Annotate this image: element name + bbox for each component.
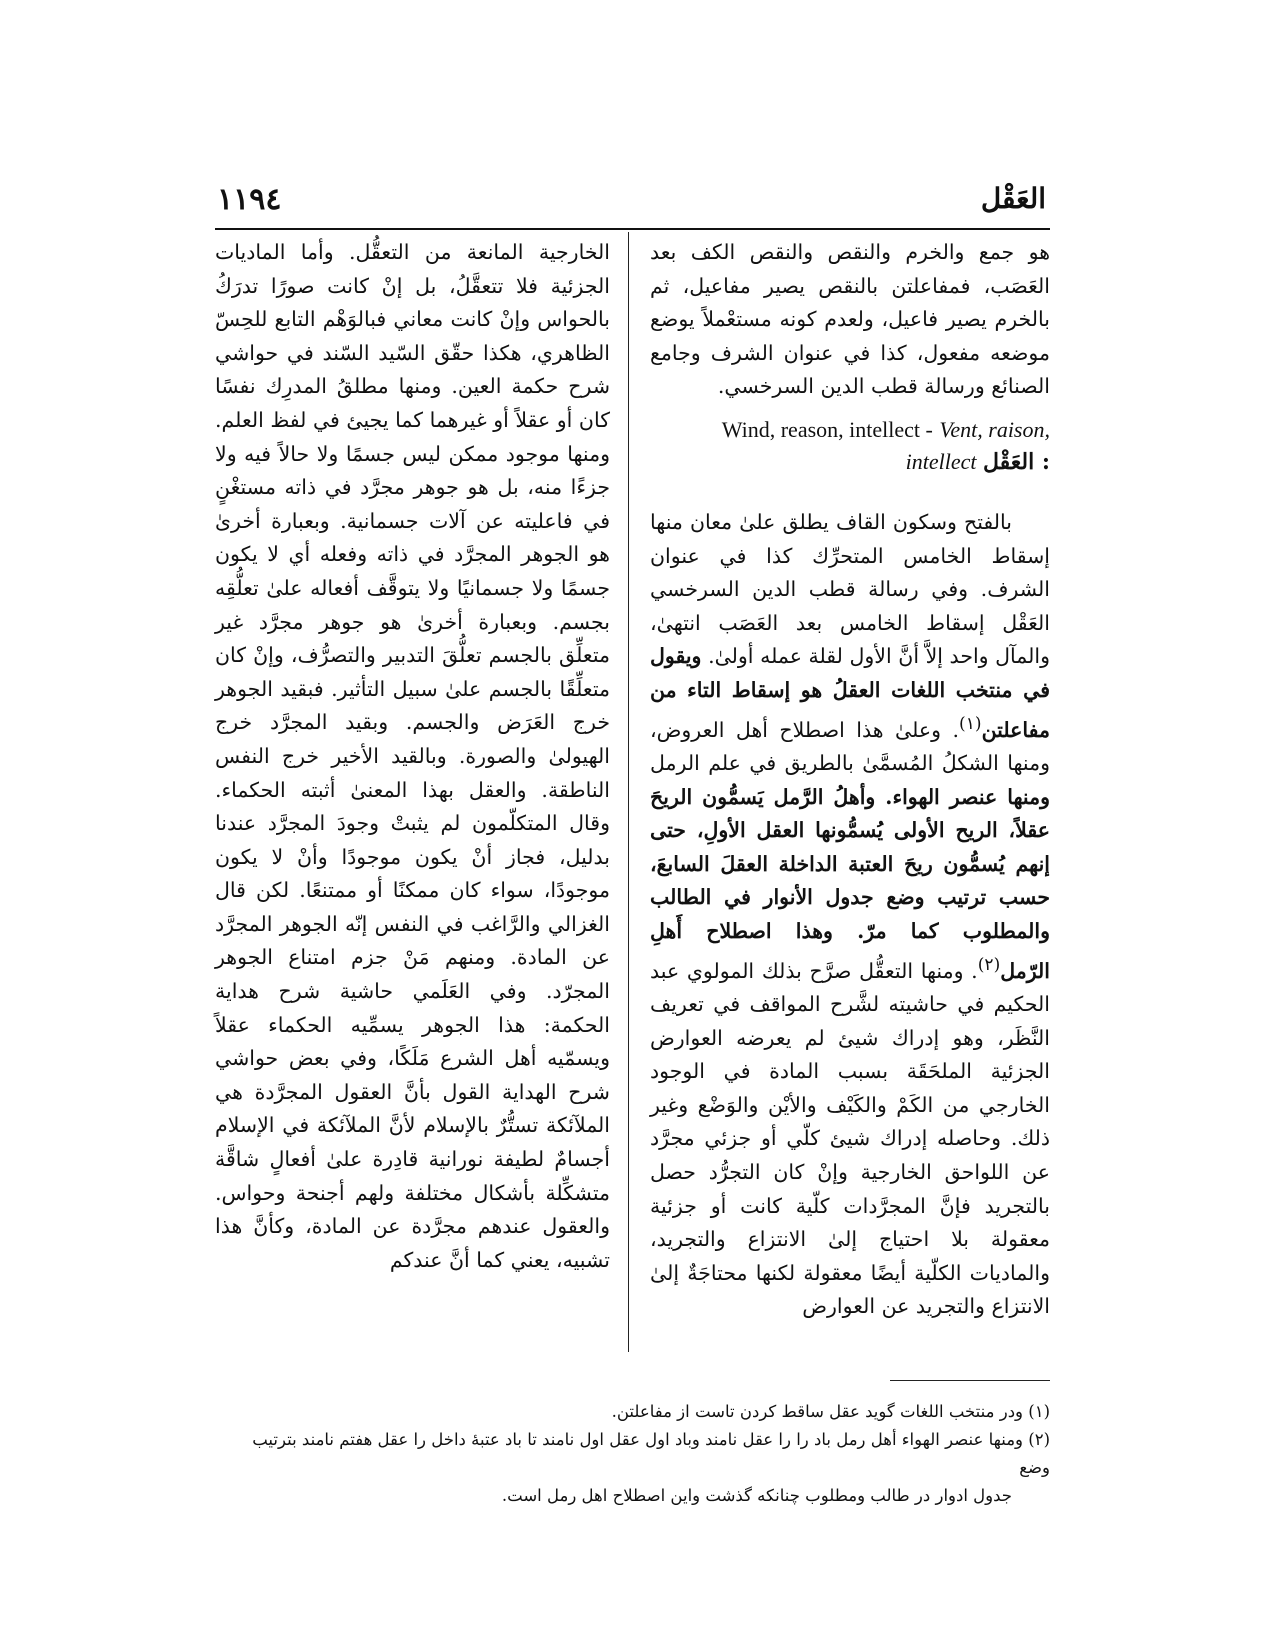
right-column [650,236,1050,1324]
paragraph-continuation: هو جمع والخرم والنقص والنقص الكف بعد العَصَب، فمفاعلتن بالنقص يصير مفاعيل، ثم بالخرم يصير فاعيل، ولعدم كونه مستعْملاً يوضع موضعه مفعول، كذا في عنوان الشرف وجامع الصنائع ورسالة قطب الدين السرخسي. [650,240,1050,399]
bold-quote-2: ومنها عنصر الهواء. وأهلُ الرَّمل يَسمُّون الريحَ عقلاً، الريح الأولى يُسمُّونها العقل الأولِ، حتى إنهم يُسمُّون ريحَ العتبة الداخلة العقلَ السابعَ، حسب ترتيب وضع جدول الأنوار في الطالب والمطلوب كما مرّ. وهذا اصطلاح أَهلِ الرّمل [650,784,1050,983]
footnote-ref-1: (١) [959,713,982,734]
page-header [215,178,1050,230]
entry-body [650,506,1050,1324]
left-column-text: الخارجية المانعة من التعقُّل. وأما الماديات الجزئية فلا تتعقَّلُ، بل إنْ كانت صورًا تدرَكُ بالحواس وإنْ كانت معاني فبالوَهْم التابع للحِسّ الظاهري، هكذا حقّق السّيد السّند في حواشي شرح حكمة العين. ومنها مطلقُ المدرِك نفسًا كان أو عقلاً أو غيرهما كما يجيئ في لفظ العلم. ومنها موجود ممكن ليس جسمًا ولا حالاً فيه ولا جزءًا منه، بل هو جوهر مجرَّد في ذاته مستغْنٍ في فاعليته عن آلات جسمانية. وبعبارة أخرىٰ هو الجوهر المجرَّد في ذاته وفعله أي لا يكون جسمًا ولا جسمانيًا ولا يتوقَّف أفعاله علىٰ تعلُّقِه بجسم. وبعبارة أخرىٰ هو جوهر مجرَّد غير متعلِّق بالجسم تعلُّقَ التدبير والتصرُّف، وإنْ كان متعلِّقًا بالجسم علىٰ سبيل التأثير. فبقيد الجوهر خرج العَرَض والجسم. وبقيد المجرَّد خرج الهيولىٰ والصورة. وبالقيد الأخير خرج النفس الناطقة. والعقل بهذا المعنىٰ أثبته الحكماء. وقال المتكلّمون لم يثبتْ وجودَ المجرَّد عندنا بدليل، فجاز أنْ يكون موجودًا وأنْ لا يكون موجودًا، سواء كان ممكنًا أو ممتنعًا. لكن قال الغزالي والرَّاغب في النفس إنّه الجوهر المجرَّد عن المادة. ومنهم مَنْ جزم امتناع الجوهر المجرّد. وفي العَلَمي حاشية شرح هداية الحكمة: هذا الجوهر يسمِّيه الحكماء عقلاً ويسمّيه أهل الشرع مَلَكًا، وفي بعض حواشي شرح الهداية القول بأنَّ العقول المجرَّدة هي الملآئكة تستُّرٌ بالإسلام لأنَّ الملآئكة في الإسلام أجسامٌ لطيفة نورانية قادِرة علىٰ أفعالٍ شاقَّة متشكِّلة بأشكال مختلفة ولهم أجنحة وحواس. والعقول عندهم مجرَّدة عن المادة، وكأنَّ هذا تشبيه، يعني كما أنَّ عندكم [215,240,610,1272]
footnote-2-continuation: جدول ادوار در طالب ومطلوب چنانكه گذشت واين اصطلاح اهل رمل است. [501,1486,1012,1505]
entry-arabic: العَقْل : [983,448,1050,475]
left-column [215,236,610,1277]
entry-french: Vent, raison, intellect [905,416,1050,474]
running-head: العَقْل [980,182,1046,215]
page-number: ١١٩٤ [217,182,282,217]
footnote-rule [890,1380,1050,1381]
entry-body-text-3: . ومنها التعقُّل صرَّح بذلك المولوي عبد الحكيم في حاشيته لشَّرح المواقف في تعريف النَّظَر، وهو إدراك شيئ لم يعرضه العوارض الجزئية الملحَقَة بسبب المادة في الوجود الخارجي من الكَمْ والكَيْف والأيْن والوَضْع وغير ذلك. وحاصله إدراك شيئ كلّي أو جزئي مجرَّد عن اللواحق الخارجية وإنْ كان التجرُّد حصل بالتجريد فإنَّ المجرَّدات كلّية كانت أو جزئية معقولة بلا احتياج إلىٰ الانتزاع والتجريد، والماديات الكلّية أيضًا معقولة لكنها محتاجَةٌ إلىٰ الانتزاع والتجريد عن العوارض [650,958,1050,1319]
footnotes [220,1398,1050,1510]
entry-body-text: بالفتح وسكون القاف يطلق علىٰ معان منها إسقاط الخامس المتحرِّك كذا في عنوان الشرف. وفي رسالة قطب الدين السرخسي العَقْل إسقاط الخامس بعد العَصَب انتهىٰ، والمآل واحد إلاَّ أنَّ الأول لقلة عمله أولىٰ. [650,509,1050,669]
entry-body-text-2: . وعلىٰ هذا اصطلاح أهل العروض، ومنها الشكلُ المُسمَّىٰ بالطريق في علم الرمل [650,717,1050,775]
entry-heading [650,414,1050,478]
bold-quote-1: ويقول في منتخب اللغات العقلُ هو إسقاط التاء من مفاعلتن [650,644,1050,742]
footnote-1: (١) ودر منتخب اللغات گويد عقل ساقط كردن تاست از مفاعلتن. [611,1402,1050,1421]
footnote-ref-2: (٢) [977,954,1001,975]
column-divider [628,232,629,1352]
entry-english: Wind, reason, intellect - [721,416,933,442]
footnote-2: (٢) ومنها عنصر الهواء أهل رمل باد را را عقل نامند وباد اول عقل اول نامند تا باد عتبهٔ داخل را عقل هفتم نامند بترتيب وضع [252,1430,1050,1477]
